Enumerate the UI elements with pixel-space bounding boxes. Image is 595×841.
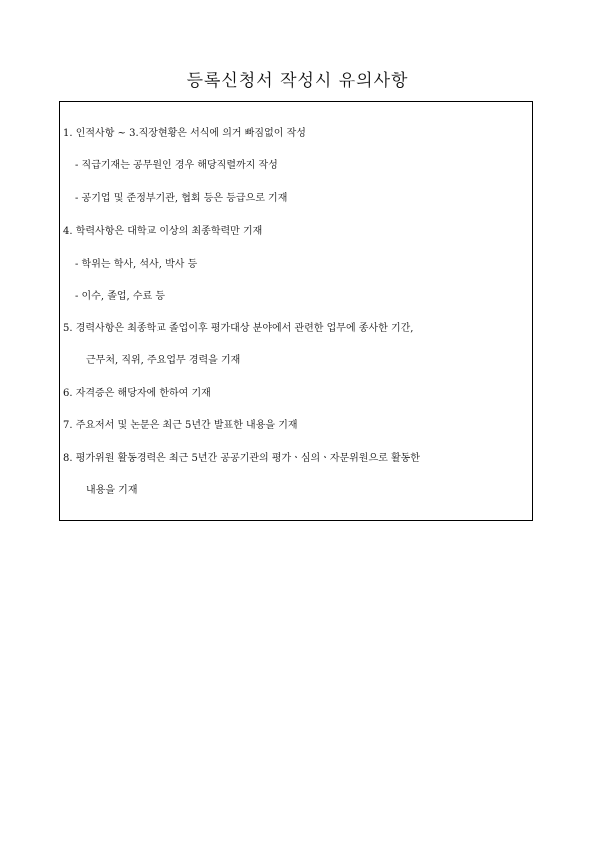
- note-item-8-continued: 내용을 기재: [86, 485, 138, 496]
- note-subitem: - 이수, 졸업, 수료 등: [75, 291, 166, 302]
- note-item-8: 8. 평가위원 활동경력은 최근 5년간 공공기관의 평가ㆍ심의ㆍ자문위원으로 활동한: [63, 453, 420, 464]
- note-item-4: 4. 학력사항은 대학교 이상의 최종학력만 기재: [63, 226, 263, 237]
- note-item-5: 5. 경력사항은 최종학교 졸업이후 평가대상 분야에서 관련한 업무에 종사한 기간,: [63, 323, 414, 334]
- note-item-7: 7. 주요저서 및 논문은 최근 5년간 발표한 내용을 기재: [63, 420, 298, 431]
- document-title: 등록신청서 작성시 유의사항: [186, 71, 409, 91]
- note-subitem: - 공기업 및 준정부기관, 협회 등은 등급으로 기재: [75, 193, 288, 204]
- note-subitem: - 직급기재는 공무원인 경우 해당직렬까지 작성: [75, 160, 278, 171]
- note-item-5-continued: 근무처, 직위, 주요업무 경력을 기재: [86, 355, 241, 366]
- note-item-6: 6. 자격증은 해당자에 한하여 기재: [63, 388, 211, 399]
- note-subitem: - 학위는 학사, 석사, 박사 등: [75, 259, 198, 270]
- note-item-1: 1. 인적사항 ~ 3.직장현황은 서식에 의거 빠짐없이 작성: [63, 128, 306, 139]
